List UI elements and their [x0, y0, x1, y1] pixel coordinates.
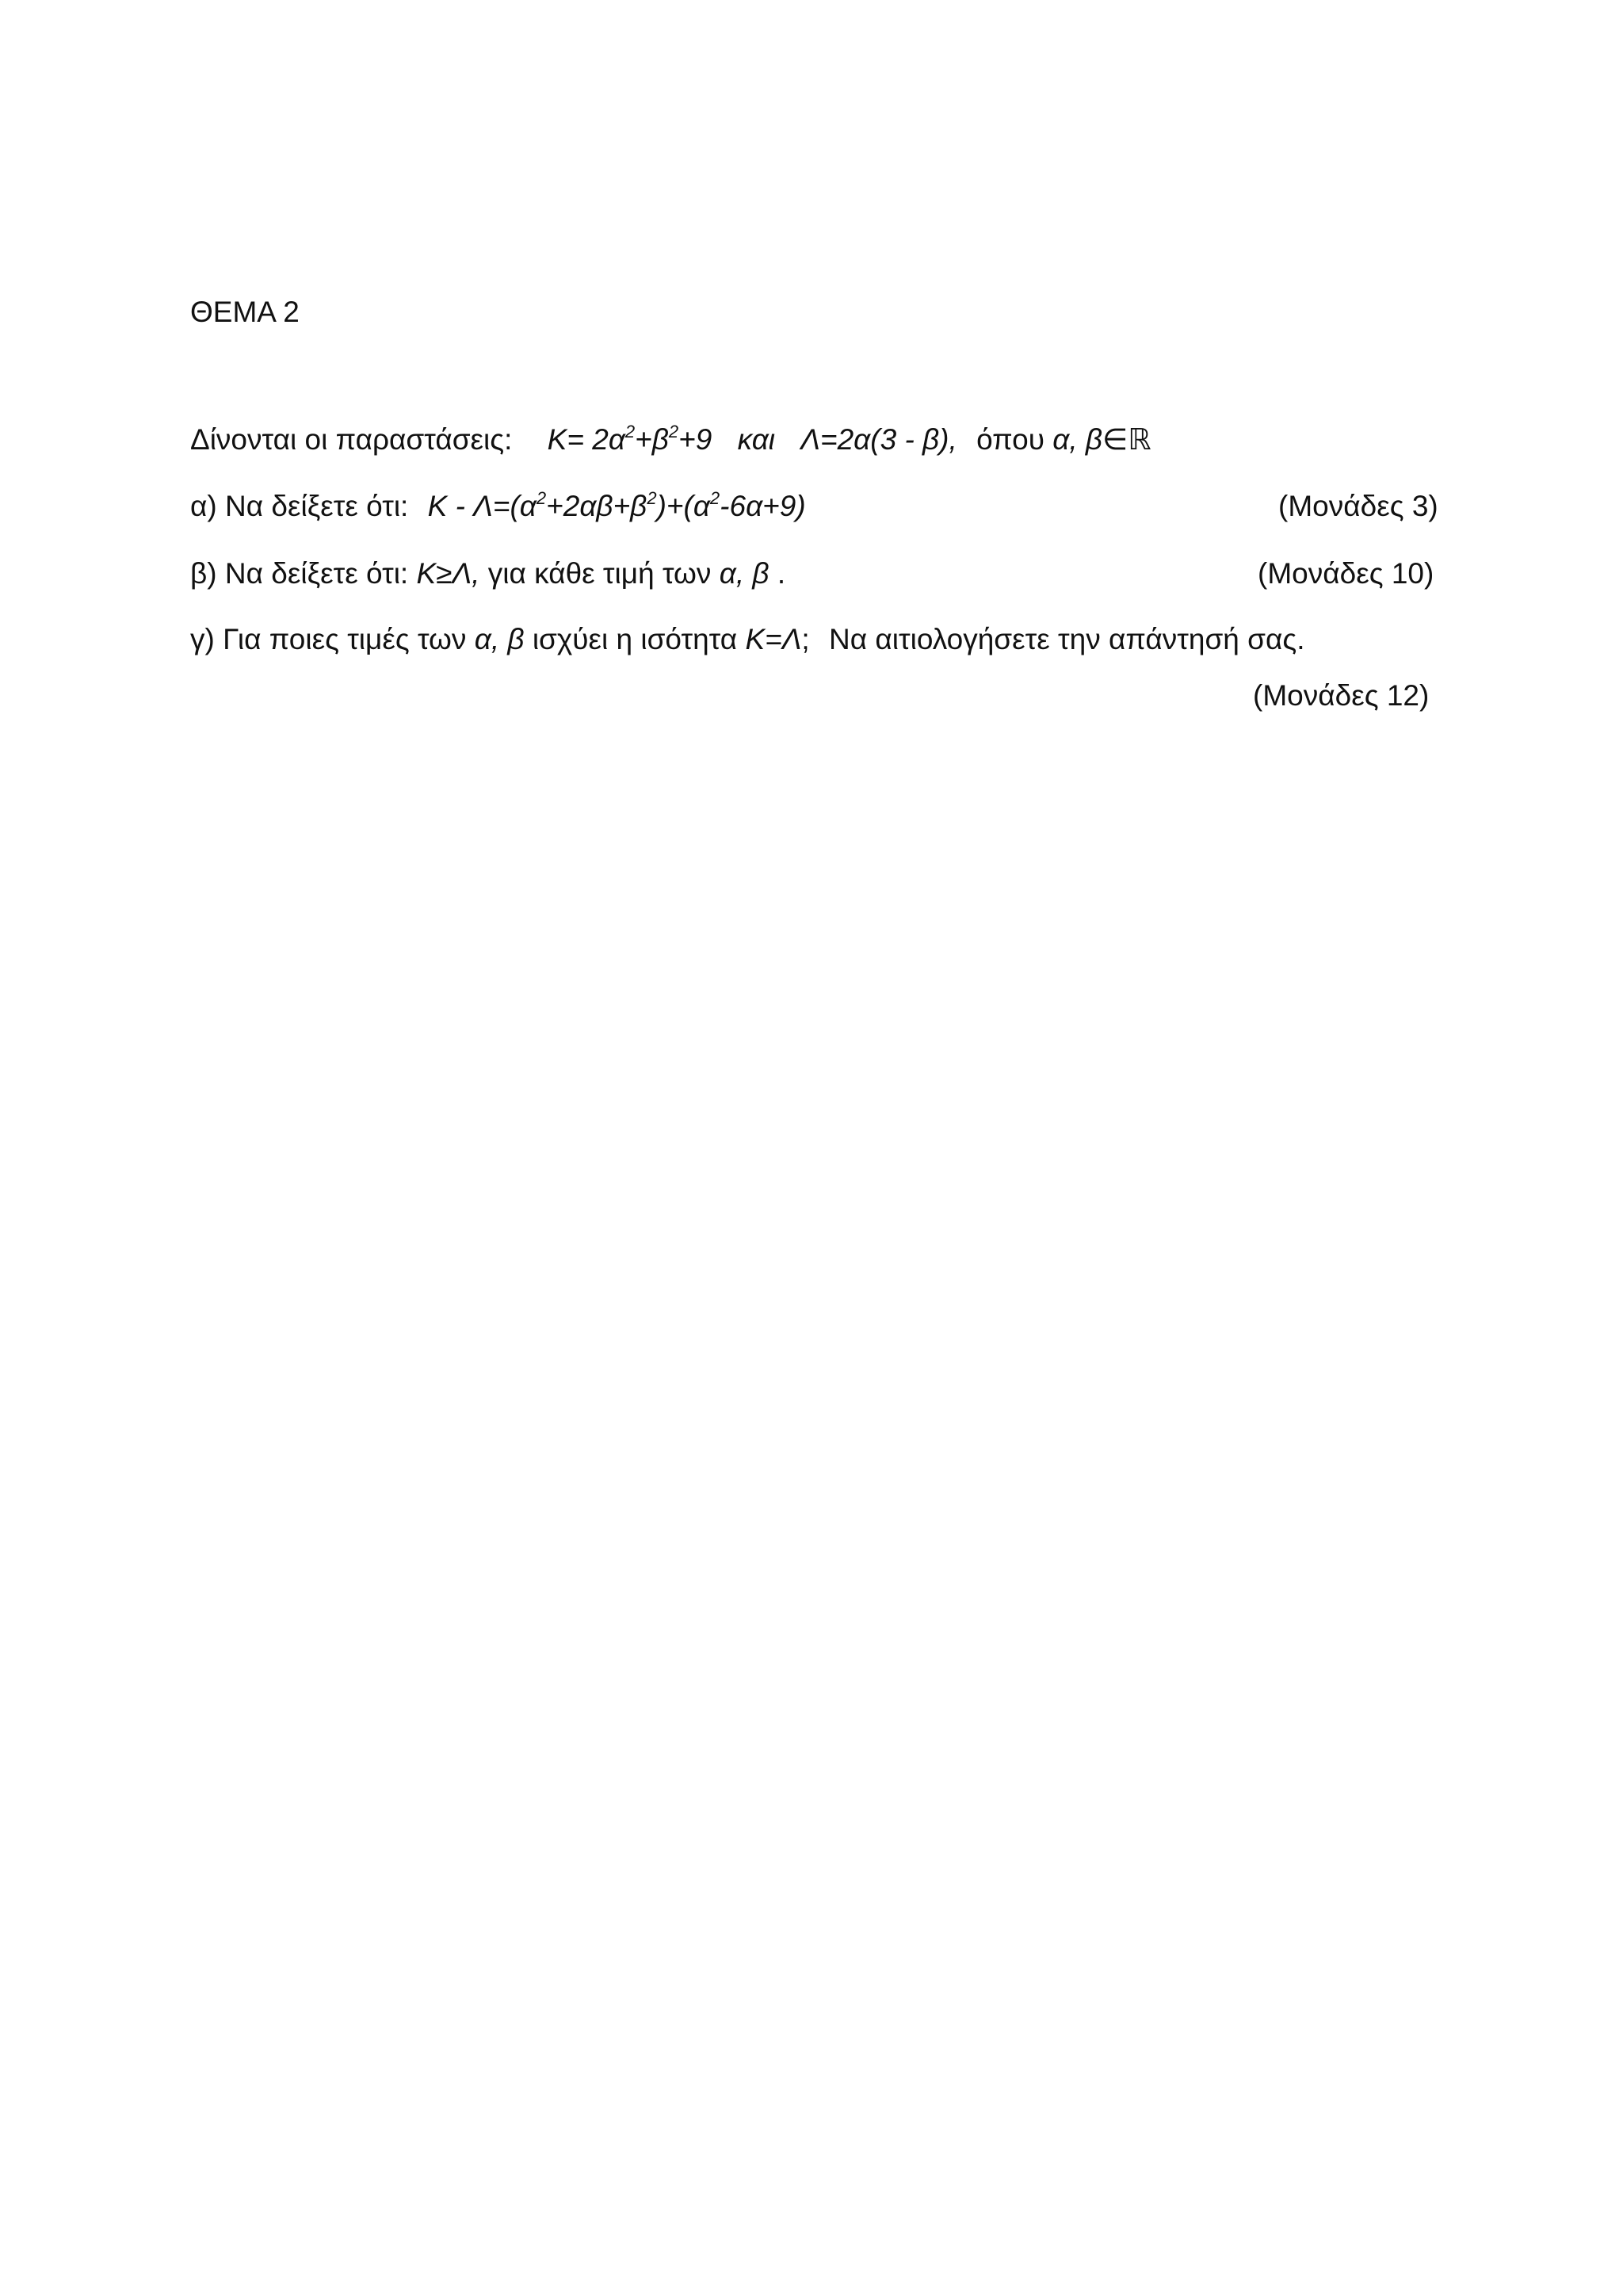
given-expressions-line	[190, 422, 1151, 458]
part-c-text1: γ) Για ποιες τιμές των	[190, 623, 467, 655]
part-a-points: (Μονάδες 3)	[1278, 490, 1438, 522]
part-c-line	[190, 621, 1305, 658]
topic-title: ΘΕΜΑ 2	[190, 296, 300, 328]
part-c-points: (Μονάδες 12)	[1253, 679, 1430, 712]
lambda-expression: Λ=2α(3 - β),	[800, 423, 957, 456]
variables: α, β∈ℝ	[1052, 423, 1151, 456]
part-b-line	[190, 556, 785, 592]
part-c-text4: Να αιτιολογήσετε την απάντησή σας.	[828, 623, 1305, 655]
part-b-label: β) Να δείξετε ότι:	[190, 557, 409, 590]
part-a-formula: $K - \Lambda=(\alpha^2+2\alpha\beta+\beta^2)+(\alpha^2-6\alpha+9)$	[427, 488, 806, 522]
intro-text: Δίνονται οι παραστάσεις:	[190, 423, 513, 456]
part-b-end: .	[777, 557, 786, 590]
part-c-equality: K=Λ	[745, 623, 802, 655]
part-b-inequality: K≥Λ,	[416, 557, 480, 590]
part-c-vars: α, β	[474, 623, 525, 655]
part-c-question: ;	[801, 623, 810, 655]
part-a-label: α) Να δείξετε ότι:	[190, 490, 409, 522]
and-word: και	[737, 423, 776, 456]
where-word: όπου	[976, 423, 1044, 456]
part-b-text: για κάθε τιμή των	[487, 557, 712, 590]
k-expression: $K= 2\alpha^2+\beta^2+9$	[547, 422, 712, 456]
part-b-points: (Μονάδες 10)	[1258, 557, 1434, 590]
part-a-line	[190, 488, 806, 525]
part-c-text2: ισχύει η ισότητα	[532, 623, 738, 655]
part-b-vars: α, β	[719, 557, 769, 590]
